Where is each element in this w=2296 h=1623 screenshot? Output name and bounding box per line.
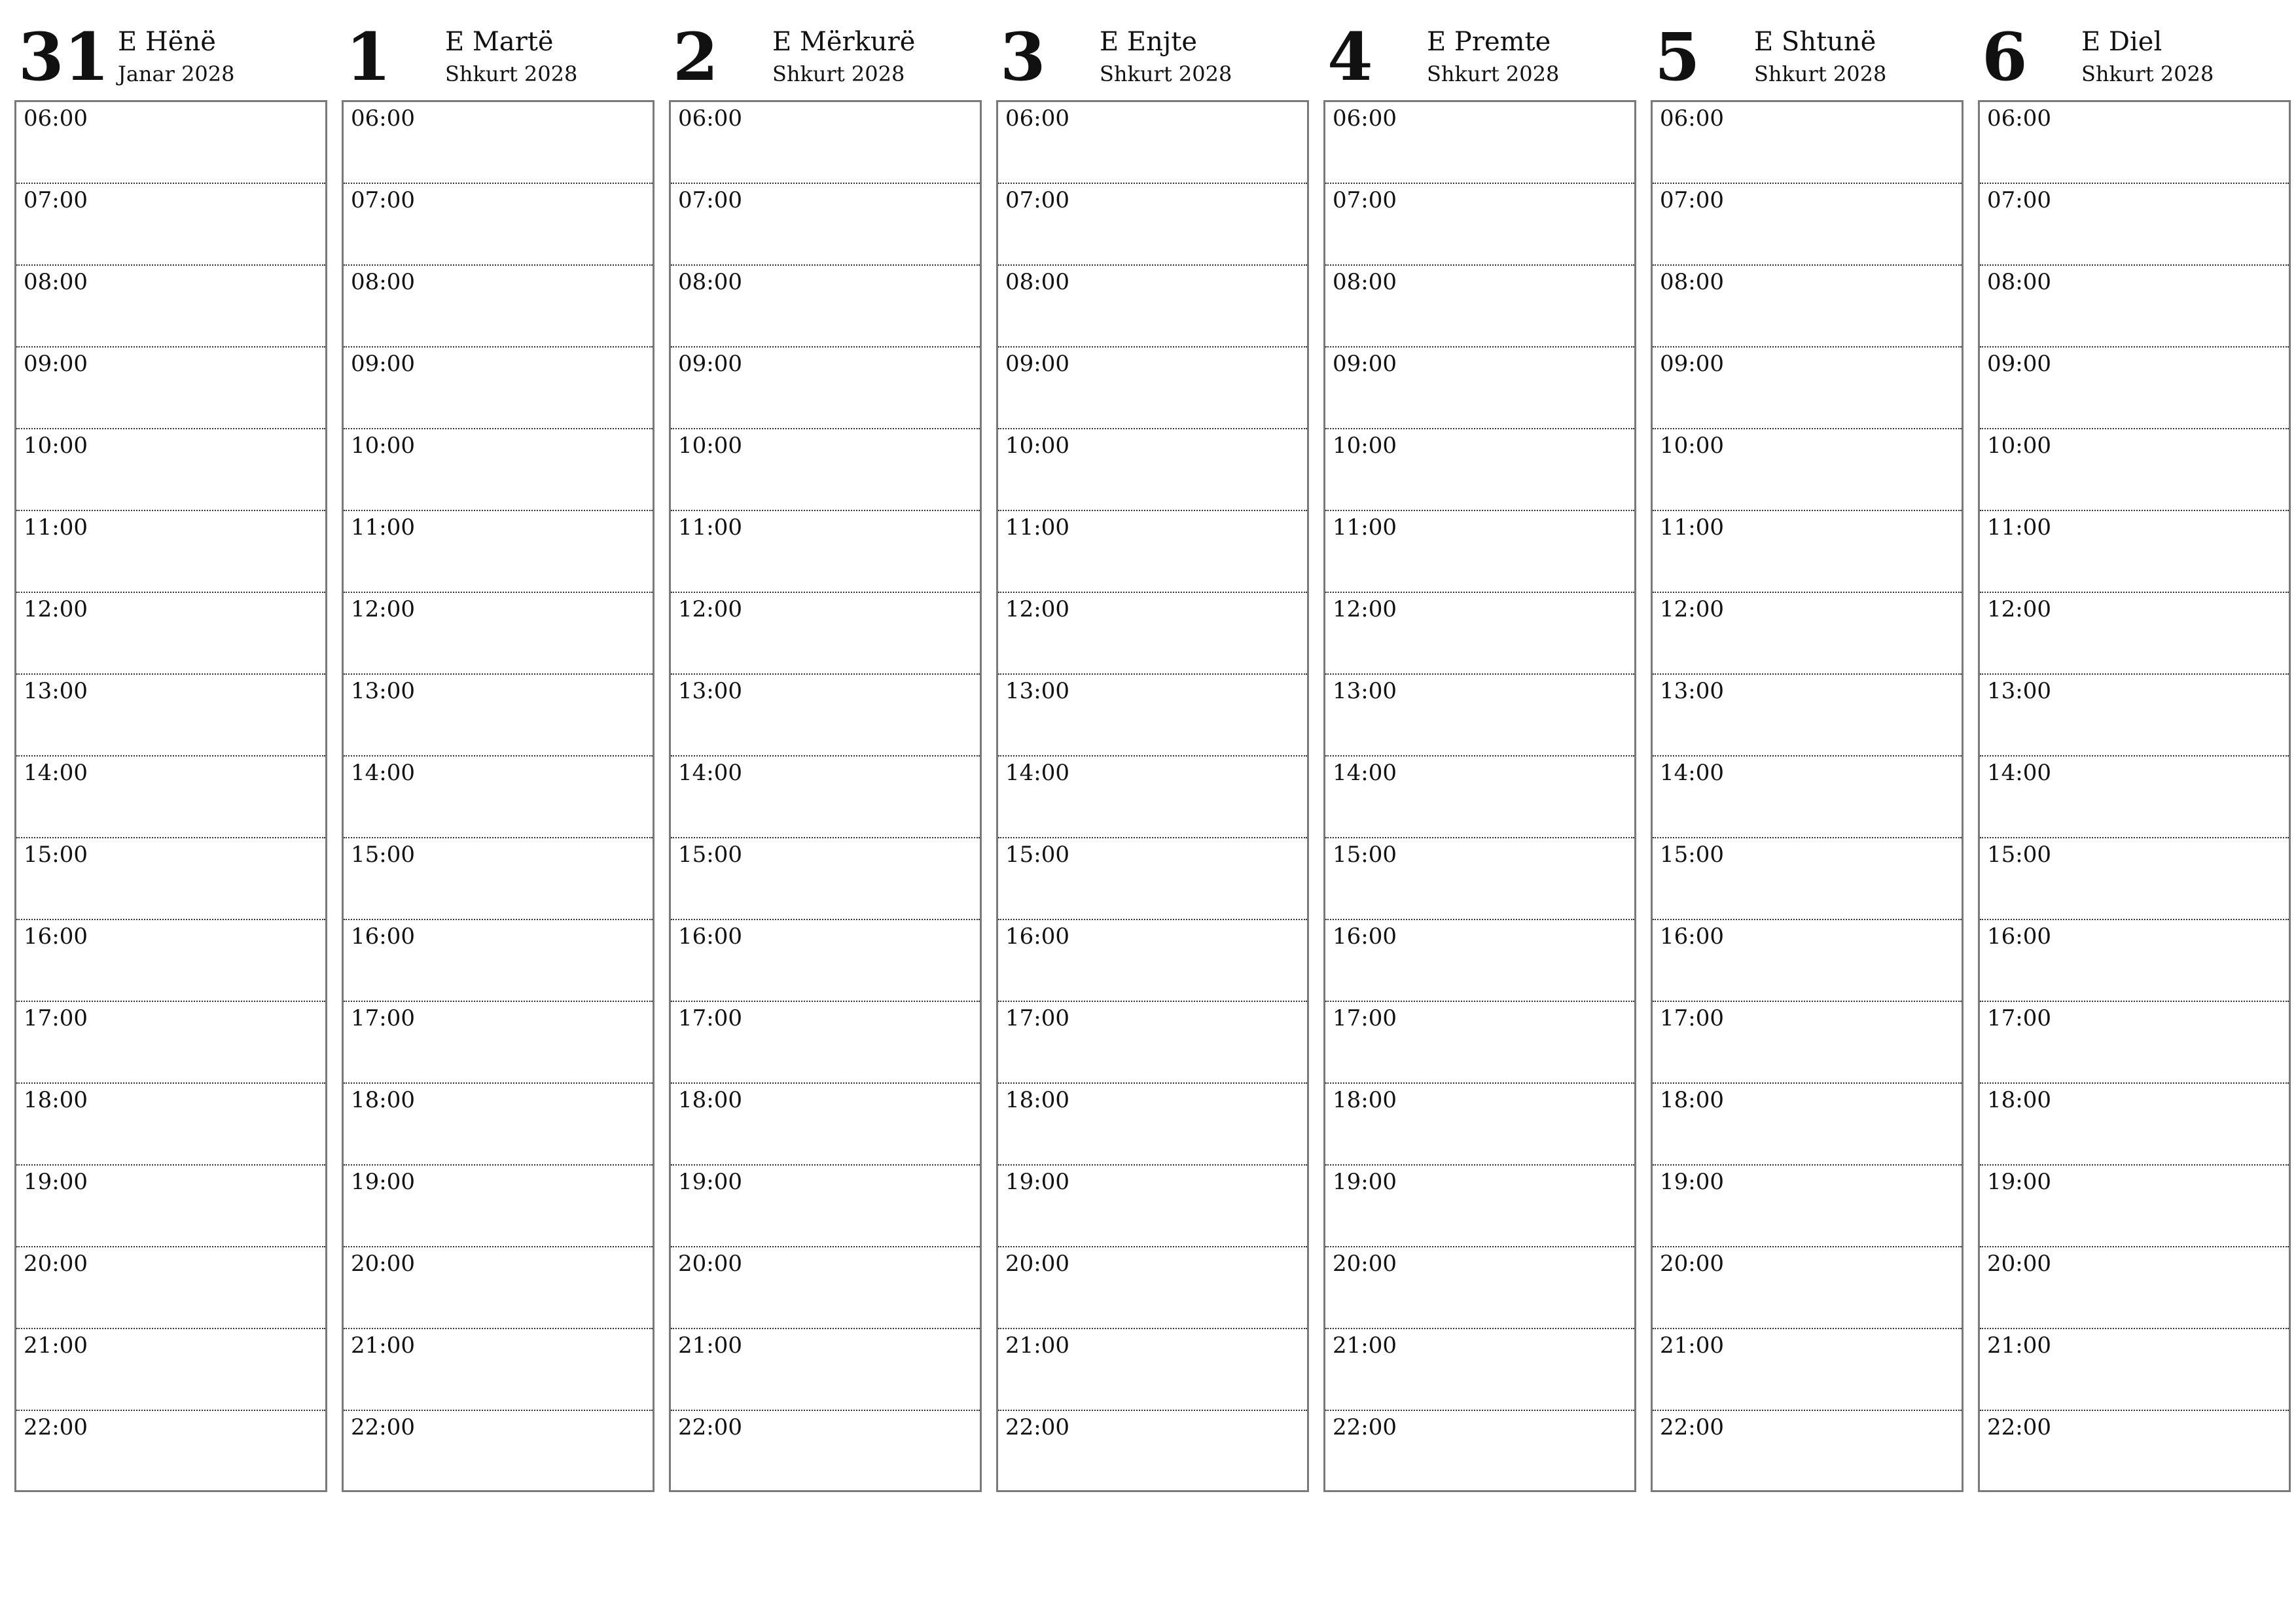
time-slot-21[interactable] bbox=[1325, 1329, 1634, 1411]
time-slot-06[interactable] bbox=[1980, 102, 2289, 184]
time-label: 06:00 bbox=[24, 105, 88, 132]
time-slot-20[interactable] bbox=[1980, 1247, 2289, 1329]
time-label: 21:00 bbox=[1333, 1332, 1397, 1359]
day-header bbox=[669, 20, 982, 100]
time-slot-20[interactable] bbox=[998, 1247, 1307, 1329]
time-label: 15:00 bbox=[678, 842, 742, 868]
time-label: 21:00 bbox=[1660, 1332, 1724, 1359]
time-slot-16[interactable] bbox=[1653, 920, 1962, 1002]
time-label: 06:00 bbox=[1660, 105, 1724, 132]
time-label: 08:00 bbox=[678, 269, 742, 295]
month-year: Shkurt 2028 bbox=[1754, 62, 1887, 86]
time-slot-14[interactable] bbox=[1653, 757, 1962, 838]
time-label: 19:00 bbox=[1987, 1169, 2051, 1195]
time-label: 13:00 bbox=[1660, 678, 1724, 704]
time-label: 08:00 bbox=[1987, 269, 2051, 295]
day-schedule-box bbox=[342, 100, 655, 1492]
time-label: 16:00 bbox=[678, 923, 742, 950]
time-label: 08:00 bbox=[1333, 269, 1397, 295]
time-label: 10:00 bbox=[24, 433, 88, 459]
time-slot-07[interactable] bbox=[344, 184, 653, 266]
time-slot-19[interactable] bbox=[16, 1166, 325, 1247]
time-label: 18:00 bbox=[1987, 1087, 2051, 1113]
time-label: 11:00 bbox=[24, 514, 88, 541]
time-label: 12:00 bbox=[24, 596, 88, 622]
time-label: 08:00 bbox=[24, 269, 88, 295]
time-label: 19:00 bbox=[351, 1169, 415, 1195]
time-label: 09:00 bbox=[24, 351, 88, 377]
time-slot-10[interactable] bbox=[16, 429, 325, 511]
time-slot-08[interactable] bbox=[16, 266, 325, 348]
time-slot-09[interactable] bbox=[1980, 348, 2289, 429]
time-slot-10[interactable] bbox=[998, 429, 1307, 511]
time-slot-11[interactable] bbox=[1653, 511, 1962, 593]
time-slot-18[interactable] bbox=[671, 1084, 980, 1166]
time-slot-12[interactable] bbox=[1653, 593, 1962, 675]
time-slot-21[interactable] bbox=[344, 1329, 653, 1411]
time-label: 12:00 bbox=[1987, 596, 2051, 622]
time-label: 20:00 bbox=[1987, 1251, 2051, 1277]
month-year: Shkurt 2028 bbox=[1427, 62, 1560, 86]
time-slot-12[interactable] bbox=[1980, 593, 2289, 675]
time-label: 13:00 bbox=[1987, 678, 2051, 704]
time-slot-10[interactable] bbox=[1325, 429, 1634, 511]
time-label: 19:00 bbox=[678, 1169, 742, 1195]
time-label: 11:00 bbox=[1005, 514, 1069, 541]
time-slot-06[interactable] bbox=[344, 102, 653, 184]
day-number: 3 bbox=[1000, 18, 1046, 96]
time-label: 09:00 bbox=[1333, 351, 1397, 377]
time-slot-07[interactable] bbox=[1980, 184, 2289, 266]
day-schedule-box bbox=[1978, 100, 2291, 1492]
time-slot-08[interactable] bbox=[1653, 266, 1962, 348]
time-label: 06:00 bbox=[351, 105, 415, 132]
time-slot-19[interactable] bbox=[998, 1166, 1307, 1247]
time-slot-18[interactable] bbox=[1653, 1084, 1962, 1166]
time-slot-19[interactable] bbox=[671, 1166, 980, 1247]
time-slot-19[interactable] bbox=[344, 1166, 653, 1247]
time-label: 11:00 bbox=[1333, 514, 1397, 541]
time-slot-12[interactable] bbox=[16, 593, 325, 675]
time-label: 18:00 bbox=[678, 1087, 742, 1113]
time-slot-13[interactable] bbox=[1325, 675, 1634, 757]
time-label: 07:00 bbox=[1660, 187, 1724, 213]
time-label: 15:00 bbox=[1660, 842, 1724, 868]
time-slot-21[interactable] bbox=[998, 1329, 1307, 1411]
time-label: 21:00 bbox=[678, 1332, 742, 1359]
time-label: 17:00 bbox=[1987, 1005, 2051, 1031]
time-label: 16:00 bbox=[1987, 923, 2051, 950]
time-label: 06:00 bbox=[678, 105, 742, 132]
time-label: 07:00 bbox=[1987, 187, 2051, 213]
time-slot-17[interactable] bbox=[671, 1002, 980, 1084]
time-label: 10:00 bbox=[678, 433, 742, 459]
time-label: 08:00 bbox=[1005, 269, 1069, 295]
day-column-4 bbox=[996, 20, 1309, 1492]
time-slot-13[interactable] bbox=[16, 675, 325, 757]
time-label: 11:00 bbox=[1987, 514, 2051, 541]
time-slot-22[interactable] bbox=[16, 1411, 325, 1490]
weekday-name: E Mërkurë bbox=[772, 27, 916, 57]
time-label: 16:00 bbox=[24, 923, 88, 950]
time-label: 11:00 bbox=[1660, 514, 1724, 541]
time-slot-10[interactable] bbox=[344, 429, 653, 511]
day-column-5 bbox=[1323, 20, 1636, 1492]
time-label: 22:00 bbox=[351, 1414, 415, 1440]
time-slot-14[interactable] bbox=[1325, 757, 1634, 838]
time-label: 12:00 bbox=[678, 596, 742, 622]
time-slot-12[interactable] bbox=[998, 593, 1307, 675]
time-label: 21:00 bbox=[24, 1332, 88, 1359]
time-slot-10[interactable] bbox=[671, 429, 980, 511]
time-label: 18:00 bbox=[351, 1087, 415, 1113]
time-slot-09[interactable] bbox=[998, 348, 1307, 429]
time-slot-09[interactable] bbox=[1325, 348, 1634, 429]
time-slot-07[interactable] bbox=[998, 184, 1307, 266]
time-slot-14[interactable] bbox=[16, 757, 325, 838]
time-slot-08[interactable] bbox=[671, 266, 980, 348]
time-label: 12:00 bbox=[1333, 596, 1397, 622]
time-slot-14[interactable] bbox=[1980, 757, 2289, 838]
time-label: 20:00 bbox=[1333, 1251, 1397, 1277]
time-slots bbox=[344, 102, 653, 1490]
time-slot-18[interactable] bbox=[1325, 1084, 1634, 1166]
time-label: 07:00 bbox=[24, 187, 88, 213]
time-slot-18[interactable] bbox=[344, 1084, 653, 1166]
day-number: 31 bbox=[18, 18, 110, 96]
time-slot-22[interactable] bbox=[998, 1411, 1307, 1490]
time-label: 17:00 bbox=[1660, 1005, 1724, 1031]
time-slot-15[interactable] bbox=[998, 838, 1307, 920]
time-slot-11[interactable] bbox=[1325, 511, 1634, 593]
time-label: 09:00 bbox=[1005, 351, 1069, 377]
time-slot-20[interactable] bbox=[1653, 1247, 1962, 1329]
time-slot-19[interactable] bbox=[1980, 1166, 2289, 1247]
time-label: 14:00 bbox=[351, 760, 415, 786]
time-label: 17:00 bbox=[678, 1005, 742, 1031]
time-slot-15[interactable] bbox=[1325, 838, 1634, 920]
time-label: 19:00 bbox=[1005, 1169, 1069, 1195]
time-slot-11[interactable] bbox=[16, 511, 325, 593]
time-slot-17[interactable] bbox=[344, 1002, 653, 1084]
time-label: 20:00 bbox=[351, 1251, 415, 1277]
time-slots bbox=[671, 102, 980, 1490]
time-label: 16:00 bbox=[351, 923, 415, 950]
time-label: 13:00 bbox=[1005, 678, 1069, 704]
time-label: 22:00 bbox=[1660, 1414, 1724, 1440]
time-slot-21[interactable] bbox=[671, 1329, 980, 1411]
day-header bbox=[14, 20, 327, 100]
time-slot-13[interactable] bbox=[344, 675, 653, 757]
time-slot-17[interactable] bbox=[16, 1002, 325, 1084]
time-slot-06[interactable] bbox=[16, 102, 325, 184]
time-label: 13:00 bbox=[24, 678, 88, 704]
time-slot-13[interactable] bbox=[1653, 675, 1962, 757]
time-slot-06[interactable] bbox=[1653, 102, 1962, 184]
time-slot-22[interactable] bbox=[671, 1411, 980, 1490]
day-number: 6 bbox=[1982, 18, 2028, 96]
time-slot-08[interactable] bbox=[1325, 266, 1634, 348]
time-label: 20:00 bbox=[24, 1251, 88, 1277]
time-label: 14:00 bbox=[1987, 760, 2051, 786]
time-label: 17:00 bbox=[351, 1005, 415, 1031]
time-label: 07:00 bbox=[1333, 187, 1397, 213]
time-label: 22:00 bbox=[678, 1414, 742, 1440]
time-label: 20:00 bbox=[1005, 1251, 1069, 1277]
time-slot-06[interactable] bbox=[671, 102, 980, 184]
weekday-name: E Hënë bbox=[118, 27, 216, 57]
time-label: 12:00 bbox=[351, 596, 415, 622]
time-label: 09:00 bbox=[1660, 351, 1724, 377]
time-slot-11[interactable] bbox=[344, 511, 653, 593]
time-slot-20[interactable] bbox=[344, 1247, 653, 1329]
time-slot-19[interactable] bbox=[1325, 1166, 1634, 1247]
time-slot-09[interactable] bbox=[16, 348, 325, 429]
time-slot-16[interactable] bbox=[671, 920, 980, 1002]
time-slot-15[interactable] bbox=[344, 838, 653, 920]
day-column-2 bbox=[342, 20, 655, 1492]
time-label: 16:00 bbox=[1333, 923, 1397, 950]
time-label: 07:00 bbox=[1005, 187, 1069, 213]
time-slot-22[interactable] bbox=[344, 1411, 653, 1490]
time-label: 13:00 bbox=[678, 678, 742, 704]
day-column-1 bbox=[14, 20, 327, 1492]
time-slot-07[interactable] bbox=[1325, 184, 1634, 266]
time-label: 16:00 bbox=[1005, 923, 1069, 950]
day-schedule-box bbox=[1651, 100, 1964, 1492]
time-label: 15:00 bbox=[1005, 842, 1069, 868]
month-year: Janar 2028 bbox=[118, 62, 235, 86]
time-slot-11[interactable] bbox=[998, 511, 1307, 593]
time-slot-10[interactable] bbox=[1980, 429, 2289, 511]
time-label: 08:00 bbox=[1660, 269, 1724, 295]
month-year: Shkurt 2028 bbox=[772, 62, 905, 86]
time-slots bbox=[16, 102, 325, 1490]
day-schedule-box bbox=[669, 100, 982, 1492]
time-label: 22:00 bbox=[1333, 1414, 1397, 1440]
time-label: 06:00 bbox=[1005, 105, 1069, 132]
time-slot-13[interactable] bbox=[1980, 675, 2289, 757]
time-label: 09:00 bbox=[351, 351, 415, 377]
time-label: 15:00 bbox=[1987, 842, 2051, 868]
time-label: 22:00 bbox=[1005, 1414, 1069, 1440]
time-label: 08:00 bbox=[351, 269, 415, 295]
weekday-name: E Diel bbox=[2081, 27, 2162, 57]
time-slot-16[interactable] bbox=[998, 920, 1307, 1002]
time-slot-06[interactable] bbox=[998, 102, 1307, 184]
month-year: Shkurt 2028 bbox=[445, 62, 578, 86]
time-label: 07:00 bbox=[678, 187, 742, 213]
time-label: 19:00 bbox=[1333, 1169, 1397, 1195]
weekly-planner bbox=[14, 20, 2286, 1492]
time-slot-18[interactable] bbox=[16, 1084, 325, 1166]
time-label: 14:00 bbox=[1660, 760, 1724, 786]
day-header bbox=[1323, 20, 1636, 100]
time-slot-11[interactable] bbox=[1980, 511, 2289, 593]
time-label: 21:00 bbox=[1005, 1332, 1069, 1359]
weekday-name: E Shtunë bbox=[1754, 27, 1876, 57]
time-label: 14:00 bbox=[1005, 760, 1069, 786]
time-slot-09[interactable] bbox=[344, 348, 653, 429]
day-column-3 bbox=[669, 20, 982, 1492]
time-slot-17[interactable] bbox=[1325, 1002, 1634, 1084]
time-slot-22[interactable] bbox=[1325, 1411, 1634, 1490]
time-slot-19[interactable] bbox=[1653, 1166, 1962, 1247]
day-column-7 bbox=[1978, 20, 2291, 1492]
time-slot-07[interactable] bbox=[16, 184, 325, 266]
time-slot-20[interactable] bbox=[16, 1247, 325, 1329]
time-label: 19:00 bbox=[24, 1169, 88, 1195]
time-slot-21[interactable] bbox=[1653, 1329, 1962, 1411]
time-slot-10[interactable] bbox=[1653, 429, 1962, 511]
time-label: 10:00 bbox=[351, 433, 415, 459]
time-label: 12:00 bbox=[1660, 596, 1724, 622]
day-schedule-box bbox=[1323, 100, 1636, 1492]
time-slot-16[interactable] bbox=[1980, 920, 2289, 1002]
time-slot-18[interactable] bbox=[1980, 1084, 2289, 1166]
day-number: 5 bbox=[1655, 18, 1700, 96]
day-header bbox=[996, 20, 1309, 100]
time-slot-18[interactable] bbox=[998, 1084, 1307, 1166]
weekday-name: E Premte bbox=[1427, 27, 1551, 57]
time-slot-14[interactable] bbox=[344, 757, 653, 838]
time-slot-17[interactable] bbox=[1653, 1002, 1962, 1084]
time-label: 17:00 bbox=[1333, 1005, 1397, 1031]
time-label: 10:00 bbox=[1005, 433, 1069, 459]
time-label: 15:00 bbox=[351, 842, 415, 868]
time-slot-14[interactable] bbox=[998, 757, 1307, 838]
time-label: 20:00 bbox=[1660, 1251, 1724, 1277]
time-slot-08[interactable] bbox=[1980, 266, 2289, 348]
day-header bbox=[1978, 20, 2291, 100]
time-slots bbox=[1325, 102, 1634, 1490]
time-slot-11[interactable] bbox=[671, 511, 980, 593]
time-slots bbox=[1980, 102, 2289, 1490]
time-slot-08[interactable] bbox=[344, 266, 653, 348]
day-column-6 bbox=[1651, 20, 1964, 1492]
time-label: 14:00 bbox=[678, 760, 742, 786]
time-slot-06[interactable] bbox=[1325, 102, 1634, 184]
time-slot-22[interactable] bbox=[1980, 1411, 2289, 1490]
weekday-name: E Enjte bbox=[1100, 27, 1198, 57]
time-label: 13:00 bbox=[1333, 678, 1397, 704]
time-slot-17[interactable] bbox=[998, 1002, 1307, 1084]
time-label: 15:00 bbox=[1333, 842, 1397, 868]
day-number: 2 bbox=[673, 18, 719, 96]
time-slot-07[interactable] bbox=[1653, 184, 1962, 266]
time-slot-12[interactable] bbox=[671, 593, 980, 675]
time-label: 18:00 bbox=[1005, 1087, 1069, 1113]
time-slot-15[interactable] bbox=[1980, 838, 2289, 920]
time-label: 12:00 bbox=[1005, 596, 1069, 622]
time-slot-22[interactable] bbox=[1653, 1411, 1962, 1490]
time-label: 09:00 bbox=[678, 351, 742, 377]
time-slot-16[interactable] bbox=[1325, 920, 1634, 1002]
time-label: 22:00 bbox=[1987, 1414, 2051, 1440]
time-slot-13[interactable] bbox=[671, 675, 980, 757]
time-slot-15[interactable] bbox=[16, 838, 325, 920]
time-label: 18:00 bbox=[24, 1087, 88, 1113]
time-label: 17:00 bbox=[1005, 1005, 1069, 1031]
time-label: 14:00 bbox=[1333, 760, 1397, 786]
time-slot-15[interactable] bbox=[671, 838, 980, 920]
time-slot-08[interactable] bbox=[998, 266, 1307, 348]
time-label: 15:00 bbox=[24, 842, 88, 868]
time-slot-15[interactable] bbox=[1653, 838, 1962, 920]
time-slot-21[interactable] bbox=[1980, 1329, 2289, 1411]
time-label: 11:00 bbox=[678, 514, 742, 541]
weekday-name: E Martë bbox=[445, 27, 554, 57]
time-label: 18:00 bbox=[1660, 1087, 1724, 1113]
time-slot-14[interactable] bbox=[671, 757, 980, 838]
time-label: 17:00 bbox=[24, 1005, 88, 1031]
time-slot-07[interactable] bbox=[671, 184, 980, 266]
time-label: 06:00 bbox=[1987, 105, 2051, 132]
time-label: 21:00 bbox=[351, 1332, 415, 1359]
time-slots bbox=[1653, 102, 1962, 1490]
time-label: 16:00 bbox=[1660, 923, 1724, 950]
time-slot-09[interactable] bbox=[671, 348, 980, 429]
time-slot-21[interactable] bbox=[16, 1329, 325, 1411]
day-schedule-box bbox=[996, 100, 1309, 1492]
time-label: 10:00 bbox=[1333, 433, 1397, 459]
day-number: 4 bbox=[1327, 18, 1373, 96]
time-slot-20[interactable] bbox=[671, 1247, 980, 1329]
day-header bbox=[342, 20, 655, 100]
time-label: 21:00 bbox=[1987, 1332, 2051, 1359]
time-slot-20[interactable] bbox=[1325, 1247, 1634, 1329]
time-label: 13:00 bbox=[351, 678, 415, 704]
time-label: 10:00 bbox=[1987, 433, 2051, 459]
day-schedule-box bbox=[14, 100, 327, 1492]
time-label: 10:00 bbox=[1660, 433, 1724, 459]
time-slot-16[interactable] bbox=[344, 920, 653, 1002]
time-slot-12[interactable] bbox=[1325, 593, 1634, 675]
time-label: 06:00 bbox=[1333, 105, 1397, 132]
month-year: Shkurt 2028 bbox=[2081, 62, 2214, 86]
time-slot-09[interactable] bbox=[1653, 348, 1962, 429]
time-slot-17[interactable] bbox=[1980, 1002, 2289, 1084]
time-label: 07:00 bbox=[351, 187, 415, 213]
day-number: 1 bbox=[346, 18, 391, 96]
day-header bbox=[1651, 20, 1964, 100]
time-slots bbox=[998, 102, 1307, 1490]
time-label: 09:00 bbox=[1987, 351, 2051, 377]
time-label: 14:00 bbox=[24, 760, 88, 786]
month-year: Shkurt 2028 bbox=[1100, 62, 1232, 86]
time-label: 19:00 bbox=[1660, 1169, 1724, 1195]
time-slot-13[interactable] bbox=[998, 675, 1307, 757]
time-label: 22:00 bbox=[24, 1414, 88, 1440]
time-label: 11:00 bbox=[351, 514, 415, 541]
time-label: 18:00 bbox=[1333, 1087, 1397, 1113]
time-label: 20:00 bbox=[678, 1251, 742, 1277]
time-slot-16[interactable] bbox=[16, 920, 325, 1002]
time-slot-12[interactable] bbox=[344, 593, 653, 675]
